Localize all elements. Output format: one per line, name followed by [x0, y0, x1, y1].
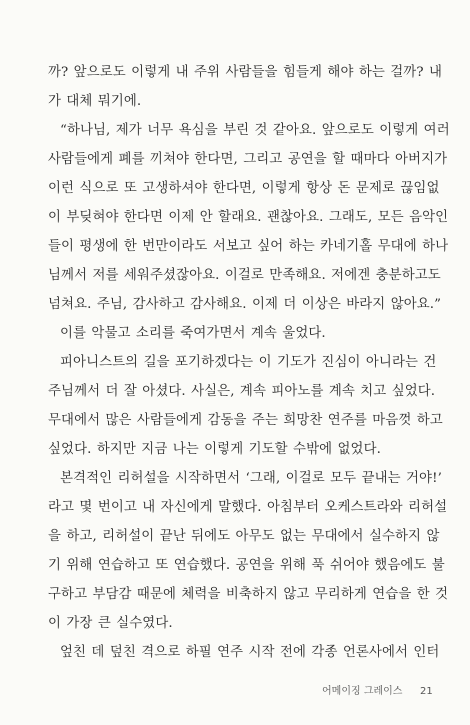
text-line-4: 사람들에게 폐를 끼쳐야 한다면, 그리고 공연을 할 때마다 아버지가: [48, 152, 448, 167]
text-line-2: 가 대체 뭐기에.: [48, 94, 142, 109]
text-line-10: 이를 악물고 소리를 죽여가면서 계속 울었다.: [60, 326, 326, 341]
text-line-18: 기 위해 연습하고 또 연습했다. 공연을 위해 푹 쉬어야 했음에도 불: [48, 558, 445, 573]
page-number: 21: [420, 686, 433, 697]
text-line-21: 엎친 데 덮친 격으로 하필 연주 시작 전에 각종 언론사에서 인터: [60, 645, 440, 660]
text-line-11: 피아니스트의 길을 포기하겠다는 이 기도가 진심이 아니라는 건: [60, 355, 437, 370]
text-line-6: 이 부딪혀야 한다면 이제 안 할래요. 괜찮아요. 그래도, 모든 음악인: [48, 210, 449, 225]
text-line-5: 이런 식으로 또 고생하셔야 한다면, 이렇게 항상 돈 문제로 끊임없: [48, 181, 440, 196]
text-line-12: 주님께서 더 잘 아셨다. 사실은, 계속 피아노를 계속 치고 싶었다.: [48, 384, 436, 399]
text-line-16: 라고 몇 번이고 내 자신에게 말했다. 아침부터 오케스트라와 리허설: [48, 500, 448, 515]
text-line-3: “하나님, 제가 너무 욕심을 부린 것 같아요. 앞으로도 이렇게 여러: [60, 123, 450, 138]
text-line-20: 이 가장 큰 실수였다.: [48, 616, 173, 631]
text-line-1: 까? 앞으로도 이렇게 내 주위 사람들을 힘들게 해야 하는 걸까? 내: [48, 65, 443, 80]
text-line-17: 을 하고, 리허설이 끝난 뒤에도 아무도 없는 무대에서 실수하지 않: [48, 529, 440, 544]
text-line-14: 싶었다. 하지만 지금 나는 이렇게 기도할 수밖에 없었다.: [48, 442, 381, 457]
text-line-9: 넘쳐요. 주님, 감사하고 감사해요. 이제 더 이상은 바라지 않아요.”: [48, 297, 442, 312]
text-line-13: 무대에서 많은 사람들에게 감동을 주는 희망찬 연주를 마음껏 하고: [48, 413, 443, 428]
text-line-15: 본격적인 리허설을 시작하면서 ‘그래, 이걸로 모두 끝내는 거야!’: [60, 471, 442, 486]
text-line-19: 구하고 부담감 때문에 체력을 비축하지 않고 무리하게 연습을 한 것: [48, 587, 449, 602]
text-line-7: 들이 평생에 한 번만이라도 서보고 싶어 하는 카네기홀 무대에 하나: [48, 239, 449, 254]
running-book-title: 어메이징 그레이스: [322, 686, 403, 697]
text-line-8: 님께서 저를 세워주셨잖아요. 이걸로 만족해요. 저에겐 충분하고도: [48, 268, 441, 283]
